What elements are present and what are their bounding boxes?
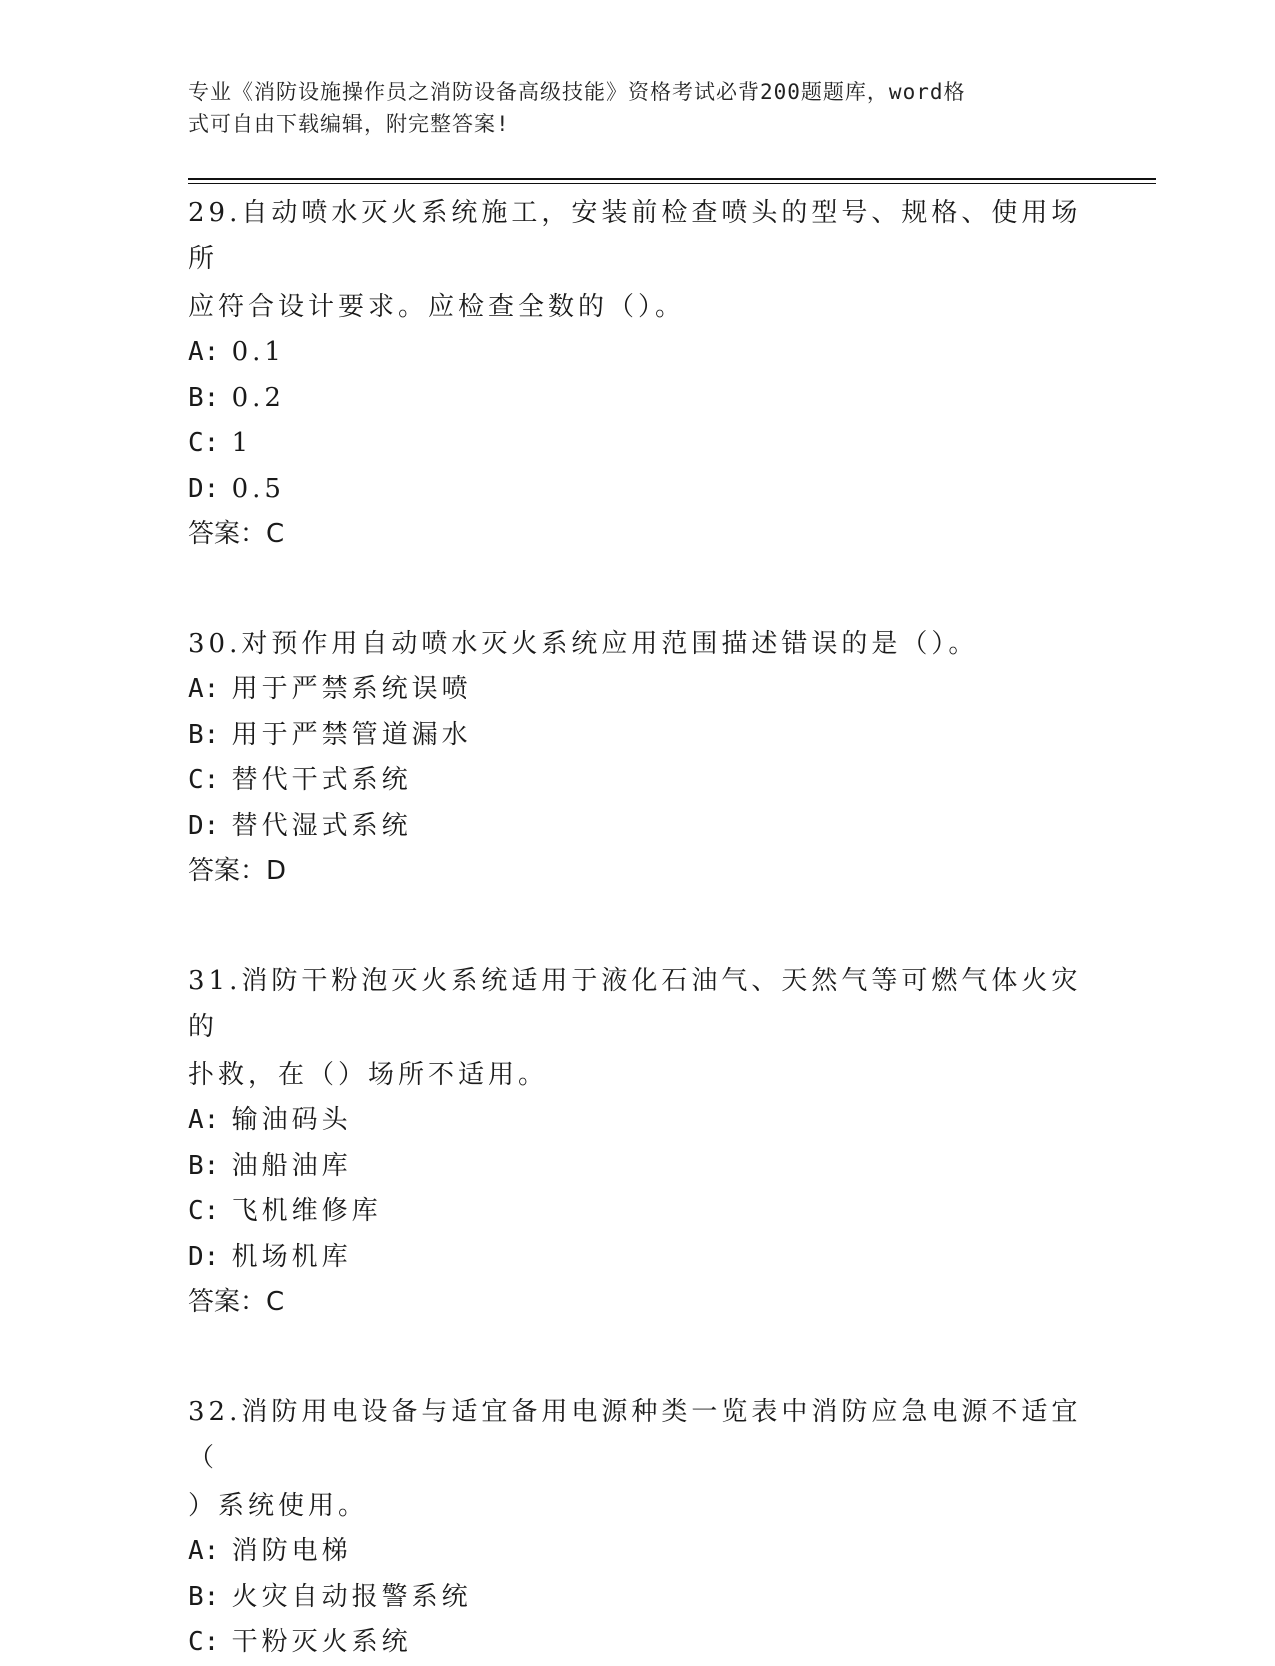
option-text: 用于严禁系统误喷	[231, 674, 472, 704]
question-spacer	[188, 893, 1088, 956]
option-letter: D:	[188, 473, 220, 504]
answer-option	[188, 667, 1088, 713]
option-text: 替代湿式系统	[231, 810, 412, 841]
option-text: 机场机库	[231, 1241, 352, 1272]
option-text: 输油码头	[231, 1105, 352, 1135]
option-text: 用于严禁管道漏水	[231, 719, 472, 750]
question-text-line: ）系统使用。	[188, 1491, 369, 1521]
option-letter: A:	[188, 1536, 220, 1566]
option-letter: C:	[188, 428, 220, 458]
question-item	[188, 619, 1088, 893]
answer-option	[188, 758, 1088, 804]
option-letter: B:	[188, 1581, 220, 1612]
question-text-line: 扑救，在（）场所不适用。	[188, 1060, 549, 1090]
header-line-2: 式可自由下载编辑，附完整答案!	[188, 112, 510, 136]
option-text: 0.2	[231, 382, 285, 413]
question-spacer	[188, 1324, 1088, 1387]
option-text: 消防电梯	[231, 1536, 352, 1566]
option-letter: A:	[188, 337, 220, 367]
answer-option	[188, 1189, 1088, 1235]
option-letter: B:	[188, 382, 220, 413]
answer-option	[188, 713, 1088, 759]
question-list	[188, 188, 1088, 1666]
question-text-line: 29.自动喷水灭火系统施工，安装前检查喷头的型号、规格、使用场所	[188, 198, 1082, 274]
question-spacer	[188, 556, 1088, 619]
option-text: 替代干式系统	[231, 765, 412, 795]
answer-option	[188, 467, 1088, 513]
answer-option	[188, 1144, 1088, 1190]
option-text: 0.5	[231, 473, 285, 504]
question-text-line: 应符合设计要求。应检查全数的（）。	[188, 292, 686, 322]
option-text: 1	[231, 428, 253, 458]
answer-option	[188, 804, 1088, 850]
option-text: 火灾自动报警系统	[231, 1581, 472, 1612]
question-item	[188, 188, 1088, 556]
option-letter: A:	[188, 674, 220, 704]
answer-option	[188, 1620, 1088, 1666]
option-letter: D:	[188, 810, 220, 841]
option-letter: B:	[188, 719, 220, 750]
question-text-line: 31.消防干粉泡灭火系统适用于液化石油气、天然气等可燃气体火灾的	[188, 966, 1082, 1042]
answer-option	[188, 1529, 1088, 1575]
answer-option	[188, 421, 1088, 467]
option-letter: B:	[188, 1150, 220, 1181]
option-letter: C:	[188, 1627, 220, 1657]
option-letter: A:	[188, 1105, 220, 1135]
answer-option	[188, 330, 1088, 376]
option-letter: D:	[188, 1241, 220, 1272]
option-text: 干粉灭火系统	[231, 1627, 412, 1657]
header-line-1: 专业《消防设施操作员之消防设备高级技能》资格考试必背200题题库，word格	[188, 80, 966, 104]
question-text-line: 30.对预作用自动喷水灭火系统应用范围描述错误的是（）。	[188, 629, 979, 659]
option-letter: C:	[188, 765, 220, 795]
option-text: 0.1	[231, 337, 285, 367]
question-text-line: 32.消防用电设备与适宜备用电源种类一览表中消防应急电源不适宜（	[188, 1397, 1082, 1473]
answer-key: 答案：D	[188, 856, 287, 886]
answer-option	[188, 376, 1088, 422]
answer-key: 答案：C	[188, 1287, 285, 1317]
question-item	[188, 1387, 1088, 1666]
option-text: 飞机维修库	[231, 1196, 382, 1226]
option-text: 油船油库	[231, 1150, 352, 1181]
answer-option	[188, 1235, 1088, 1281]
answer-key: 答案：C	[188, 519, 285, 549]
header-divider-thin	[188, 183, 1156, 184]
option-letter: C:	[188, 1196, 220, 1226]
answer-option	[188, 1575, 1088, 1621]
question-item	[188, 956, 1088, 1324]
document-header	[188, 76, 1068, 140]
header-divider	[188, 178, 1156, 180]
answer-option	[188, 1098, 1088, 1144]
